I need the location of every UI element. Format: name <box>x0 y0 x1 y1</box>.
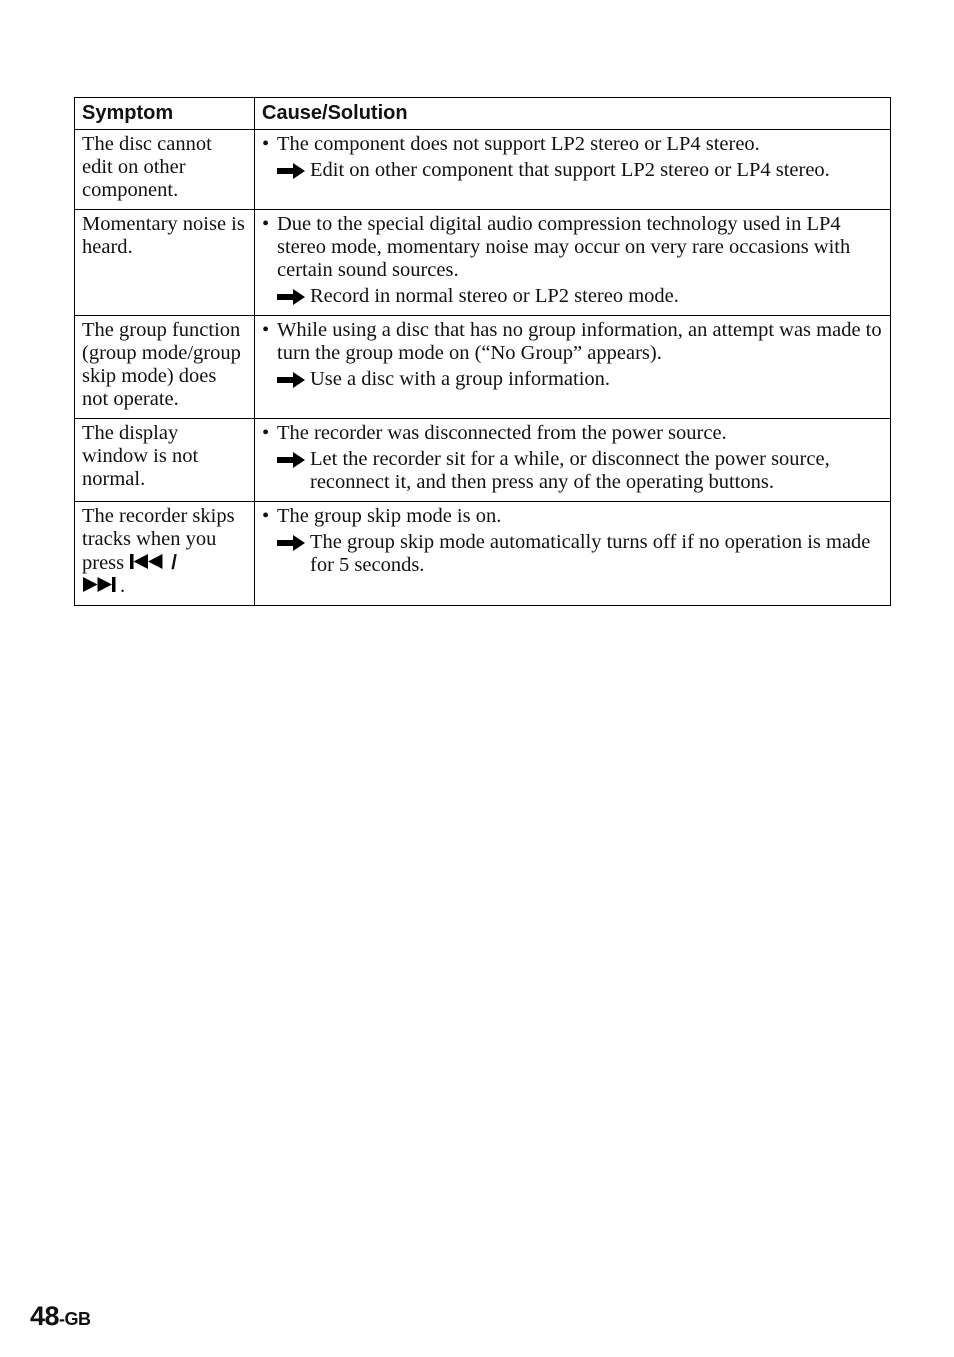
symptom-text: The recorder skips tracks when you press <box>82 505 235 574</box>
cause-solution-cell <box>255 210 891 316</box>
bullet-marker: • <box>262 505 270 527</box>
solution-label: The group skip mode automatically turns off if no operation is made for 5 seconds. <box>310 531 871 576</box>
symptom-cell: The display window is not normal. <box>75 419 255 502</box>
cause-text <box>262 422 883 445</box>
bullet-marker: • <box>262 213 270 235</box>
cause-solution-column-header: Cause/Solution <box>255 98 891 130</box>
solution-text <box>262 285 883 308</box>
solution-text <box>262 159 883 182</box>
solution-text <box>262 531 883 577</box>
symptom-cell: Momentary noise is heard. <box>75 210 255 316</box>
cause-solution-cell <box>255 419 891 502</box>
right-arrow-icon <box>277 289 305 305</box>
cause-label: While using a disc that has no group information, an attempt was made to turn the group mode on (“No Group” appears). <box>277 319 882 364</box>
cause-label: Due to the special digital audio compression technology used in LP4 stereo mode, momentary noise may occur on very rare occasions with certain sound sources. <box>277 213 851 281</box>
table-row <box>75 419 891 502</box>
cause-solution-cell <box>255 316 891 419</box>
solution-label: Use a disc with a group information. <box>310 368 611 390</box>
cause-label: The group skip mode is on. <box>277 505 502 527</box>
page-number-value: 48 <box>30 1301 60 1331</box>
table-row <box>75 130 891 210</box>
right-arrow-icon <box>277 372 305 388</box>
right-arrow-icon <box>277 163 305 179</box>
right-arrow-icon <box>277 452 305 468</box>
cause-solution-cell <box>255 130 891 210</box>
cause-text <box>262 213 883 282</box>
bullet-marker: • <box>262 133 270 155</box>
symptom-cell: The group function (group mode/group skip mode) does not operate. <box>75 316 255 419</box>
right-arrow-icon <box>277 535 305 551</box>
cause-solution-cell <box>255 502 891 606</box>
table-row <box>75 210 891 316</box>
page-number-suffix: -GB <box>59 1309 91 1329</box>
table-header-row <box>75 98 891 130</box>
solution-label: Edit on other component that support LP2 stereo or LP4 stereo. <box>310 159 830 181</box>
cause-text <box>262 505 883 528</box>
cause-text <box>262 133 883 156</box>
symptom-separator: / <box>171 551 177 574</box>
cause-label: The recorder was disconnected from the power source. <box>277 422 727 444</box>
page-number <box>30 1300 91 1335</box>
solution-label: Record in normal stereo or LP2 stereo mode. <box>310 285 679 307</box>
solution-text <box>262 448 883 494</box>
cause-text <box>262 319 883 365</box>
bullet-marker: • <box>262 422 270 444</box>
troubleshooting-table <box>74 97 891 606</box>
previous-track-icon <box>129 553 171 570</box>
cause-label: The component does not support LP2 stereo or LP4 stereo. <box>277 133 760 155</box>
solution-text <box>262 368 883 391</box>
next-track-icon <box>82 576 120 593</box>
symptom-end: . <box>120 575 126 597</box>
bullet-marker: • <box>262 319 270 341</box>
symptom-cell: The disc cannot edit on other component. <box>75 130 255 210</box>
solution-label: Let the recorder sit for a while, or disconnect the power source, reconnect it, and then press any of the operating buttons. <box>310 448 830 493</box>
table-row <box>75 502 891 606</box>
symptom-column-header: Symptom <box>75 98 255 130</box>
symptom-cell <box>75 502 255 606</box>
table-row <box>75 316 891 419</box>
